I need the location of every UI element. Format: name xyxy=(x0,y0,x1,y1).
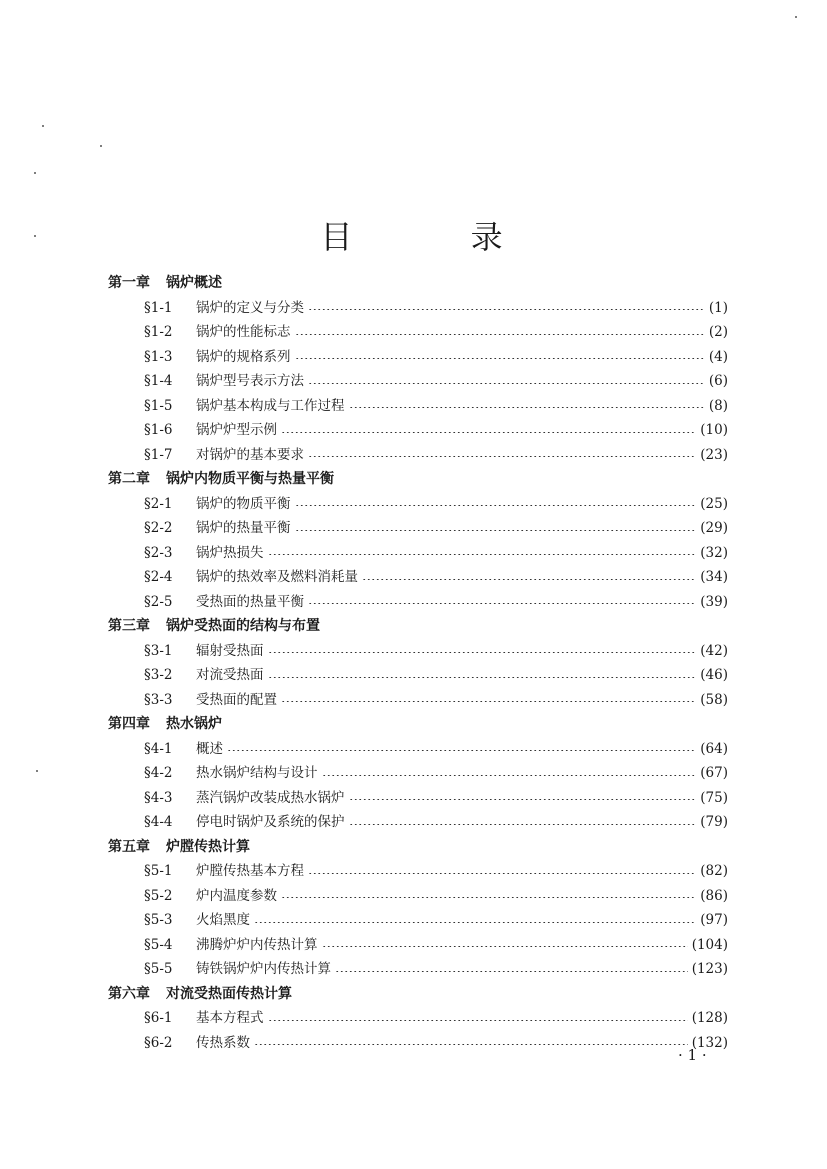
section-page: (58) xyxy=(700,691,728,708)
section-title: 炉内温度参数 xyxy=(196,887,277,904)
chapter-title: 对流受热面传热计算 xyxy=(166,985,292,1002)
dot-leader xyxy=(308,456,696,457)
section-page: (23) xyxy=(700,446,728,463)
chapter-heading xyxy=(108,271,728,296)
chapter-label: 第五章 xyxy=(108,838,150,855)
section-number: §5-1 xyxy=(144,863,173,879)
dot-leader xyxy=(227,750,696,751)
section-number: §3-3 xyxy=(144,691,173,708)
toc-entry xyxy=(108,688,728,713)
section-page: (10) xyxy=(700,422,728,438)
toc-entry xyxy=(108,590,728,615)
toc-entry xyxy=(108,737,728,762)
section-number: §1-6 xyxy=(144,422,173,438)
toc-entry xyxy=(108,296,728,321)
section-page: (34) xyxy=(700,569,728,585)
section-title: 传热系数 xyxy=(196,1034,250,1051)
section-page: (42) xyxy=(700,642,728,659)
toc-entry xyxy=(108,663,728,688)
section-page: (86) xyxy=(700,887,728,904)
section-page: (132) xyxy=(691,1034,728,1051)
section-page: (67) xyxy=(700,765,728,781)
scan-speck xyxy=(34,235,36,237)
section-page: (8) xyxy=(708,397,728,414)
section-number: §5-5 xyxy=(144,961,173,977)
section-number: §4-3 xyxy=(144,789,173,806)
dot-leader xyxy=(295,358,705,359)
toc-entry xyxy=(108,908,728,933)
dot-leader xyxy=(268,677,697,678)
scan-speck xyxy=(42,125,44,127)
toc-entry xyxy=(108,933,728,958)
section-number: §3-2 xyxy=(144,667,173,683)
section-title: 火焰黑度 xyxy=(196,912,250,928)
section-page: (32) xyxy=(700,544,728,561)
dot-leader xyxy=(308,873,696,874)
section-title: 概述 xyxy=(196,740,223,757)
section-number: §5-4 xyxy=(144,936,173,953)
scan-speck xyxy=(795,16,797,18)
chapter-label: 第四章 xyxy=(108,716,150,732)
section-page: (2) xyxy=(708,324,728,340)
section-page: (123) xyxy=(691,961,728,977)
toc-entry xyxy=(108,320,728,345)
toc-entry xyxy=(108,565,728,590)
chapter-title: 热水锅炉 xyxy=(166,716,222,732)
section-title: 停电时锅炉及系统的保护 xyxy=(196,814,345,830)
dot-leader xyxy=(281,897,696,898)
section-number: §1-1 xyxy=(144,299,173,316)
section-page: (1) xyxy=(708,299,728,316)
dot-leader xyxy=(268,1020,688,1021)
section-page: (75) xyxy=(700,789,728,806)
dot-leader xyxy=(281,432,696,433)
section-title: 锅炉的热效率及燃料消耗量 xyxy=(196,569,358,585)
section-title: 锅炉的性能标志 xyxy=(196,324,291,340)
section-page: (46) xyxy=(700,667,728,683)
dot-leader xyxy=(295,334,705,335)
section-title: 受热面的热量平衡 xyxy=(196,593,304,610)
chapter-heading xyxy=(108,712,728,737)
dot-leader xyxy=(308,603,696,604)
dot-leader xyxy=(308,309,705,310)
scan-speck xyxy=(36,770,38,772)
toc-entry xyxy=(108,369,728,394)
chapter-heading xyxy=(108,982,728,1007)
section-title: 受热面的配置 xyxy=(196,691,277,708)
dot-leader xyxy=(322,775,697,776)
section-title: 辐射受热面 xyxy=(196,642,264,659)
toc-entry xyxy=(108,1031,728,1056)
dot-leader xyxy=(335,971,688,972)
toc-entry xyxy=(108,761,728,786)
chapter-title: 炉膛传热计算 xyxy=(166,838,250,855)
toc-entry xyxy=(108,541,728,566)
section-number: §1-5 xyxy=(144,397,173,414)
section-number: §1-4 xyxy=(144,373,173,389)
section-page: (4) xyxy=(708,348,728,365)
section-title: 铸铁锅炉炉内传热计算 xyxy=(196,961,331,977)
section-title: 蒸汽锅炉改装成热水锅炉 xyxy=(196,789,345,806)
section-page: (6) xyxy=(708,373,728,389)
section-title: 基本方程式 xyxy=(196,1010,264,1026)
section-title: 锅炉的热量平衡 xyxy=(196,520,291,536)
dot-leader xyxy=(254,1044,688,1045)
section-title: 锅炉炉型示例 xyxy=(196,422,277,438)
section-page: (29) xyxy=(700,520,728,536)
toc-entry xyxy=(108,786,728,811)
chapter-heading xyxy=(108,614,728,639)
toc-entry xyxy=(108,418,728,443)
section-title: 沸腾炉炉内传热计算 xyxy=(196,936,318,953)
section-title: 热水锅炉结构与设计 xyxy=(196,765,318,781)
section-number: §5-2 xyxy=(144,887,173,904)
section-number: §2-5 xyxy=(144,593,173,610)
section-title: 炉膛传热基本方程 xyxy=(196,863,304,879)
section-page: (25) xyxy=(700,495,728,512)
section-number: §2-3 xyxy=(144,544,173,561)
toc-entry xyxy=(108,345,728,370)
section-number: §1-7 xyxy=(144,446,173,463)
section-title: 对锅炉的基本要求 xyxy=(196,446,304,463)
dot-leader xyxy=(268,554,697,555)
section-page: (128) xyxy=(691,1010,728,1026)
section-number: §6-1 xyxy=(144,1010,173,1026)
section-page: (82) xyxy=(700,863,728,879)
toc-entry xyxy=(108,492,728,517)
toc-entry xyxy=(108,1006,728,1031)
chapter-label: 第三章 xyxy=(108,618,150,634)
toc-entry xyxy=(108,516,728,541)
chapter-title: 锅炉内物质平衡与热量平衡 xyxy=(166,471,334,487)
dot-leader xyxy=(254,922,696,923)
chapter-title: 锅炉概述 xyxy=(166,275,222,291)
section-title: 锅炉的规格系列 xyxy=(196,348,291,365)
chapter-label: 第一章 xyxy=(108,275,150,291)
dot-leader xyxy=(362,579,696,580)
dot-leader xyxy=(308,383,705,384)
table-of-contents xyxy=(108,271,728,1055)
section-number: §3-1 xyxy=(144,642,173,659)
dot-leader xyxy=(322,946,688,947)
toc-entry xyxy=(108,957,728,982)
section-number: §2-1 xyxy=(144,495,173,512)
section-number: §2-4 xyxy=(144,569,173,585)
section-number: §4-4 xyxy=(144,814,173,830)
section-title: 锅炉基本构成与工作过程 xyxy=(196,397,345,414)
section-page: (39) xyxy=(700,593,728,610)
toc-entry xyxy=(108,810,728,835)
section-title: 锅炉型号表示方法 xyxy=(196,373,304,389)
section-number: §4-2 xyxy=(144,765,173,781)
section-number: §1-3 xyxy=(144,348,173,365)
section-title: 锅炉的定义与分类 xyxy=(196,299,304,316)
toc-entry xyxy=(108,859,728,884)
toc-entry xyxy=(108,884,728,909)
chapter-heading xyxy=(108,467,728,492)
dot-leader xyxy=(295,530,697,531)
section-number: §6-2 xyxy=(144,1034,173,1051)
section-number: §2-2 xyxy=(144,520,173,536)
dot-leader xyxy=(268,652,697,653)
dot-leader xyxy=(295,505,697,506)
toc-entry xyxy=(108,443,728,468)
chapter-heading xyxy=(108,835,728,860)
dot-leader xyxy=(281,701,696,702)
section-page: (97) xyxy=(700,912,728,928)
section-page: (79) xyxy=(700,814,728,830)
section-number: §1-2 xyxy=(144,324,173,340)
section-title: 锅炉热损失 xyxy=(196,544,264,561)
chapter-label: 第六章 xyxy=(108,985,150,1002)
chapter-label: 第二章 xyxy=(108,471,150,487)
scan-speck xyxy=(34,172,36,174)
section-title: 锅炉的物质平衡 xyxy=(196,495,291,512)
section-page: (64) xyxy=(700,740,728,757)
section-number: §5-3 xyxy=(144,912,173,928)
scan-speck xyxy=(100,145,102,147)
dot-leader xyxy=(349,407,705,408)
section-number: §4-1 xyxy=(144,740,173,757)
dot-leader xyxy=(349,799,697,800)
chapter-title: 锅炉受热面的结构与布置 xyxy=(166,618,320,634)
section-title: 对流受热面 xyxy=(196,667,264,683)
page-title: 目 录 xyxy=(320,218,557,256)
toc-entry xyxy=(108,394,728,419)
toc-entry xyxy=(108,639,728,664)
page-number: · 1 · xyxy=(678,1046,707,1064)
section-page: (104) xyxy=(691,936,728,953)
dot-leader xyxy=(349,824,697,825)
